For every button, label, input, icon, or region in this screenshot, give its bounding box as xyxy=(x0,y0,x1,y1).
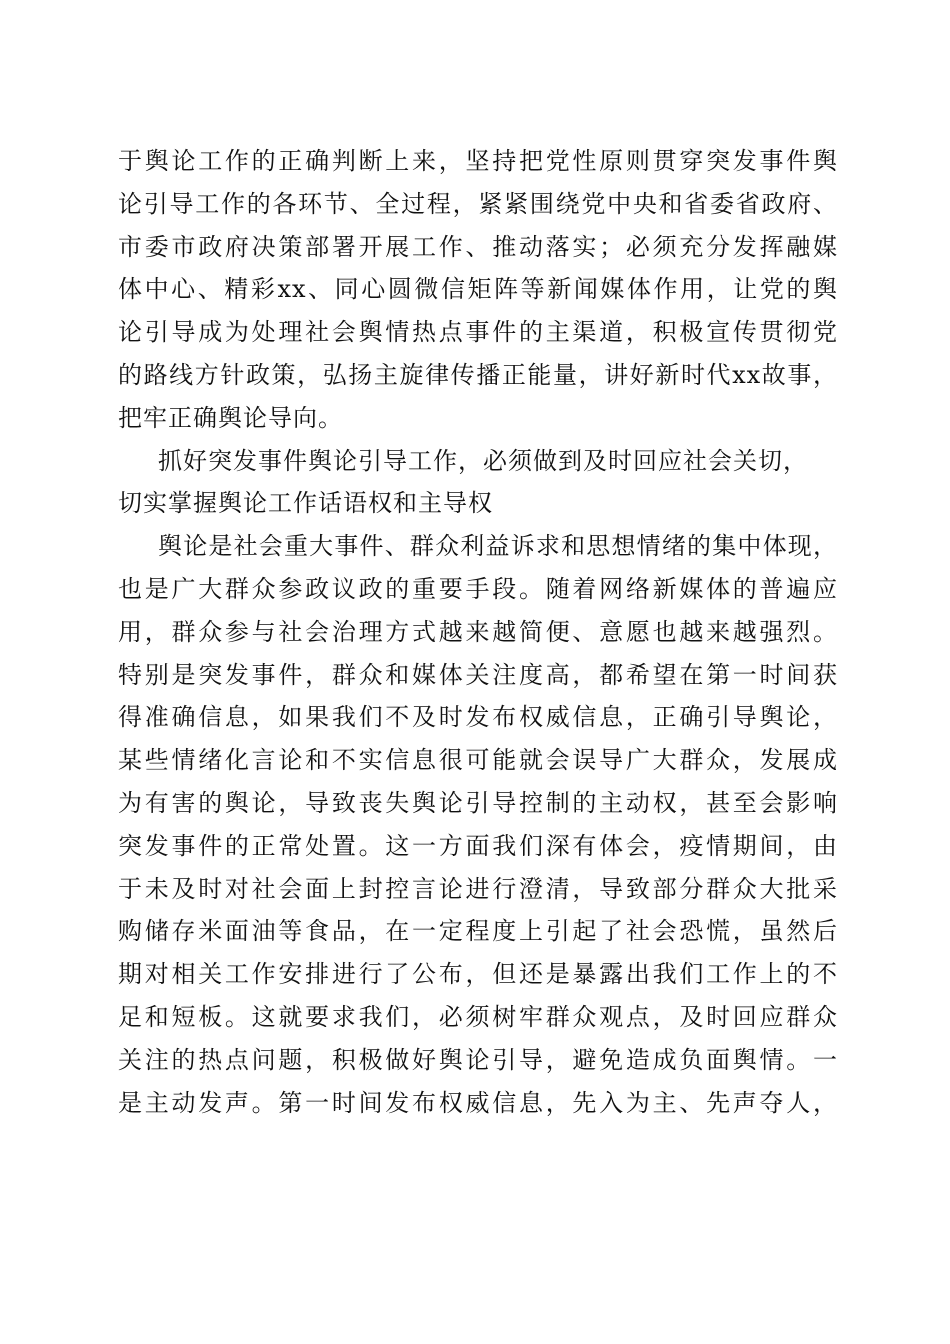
text-line: 抓好突发事件舆论引导工作，必须做到及时回应社会关切， xyxy=(158,446,808,475)
text-line: 是主动发声。第一时间发布权威信息，先入为主、先声夺人， xyxy=(118,1088,838,1117)
text-line: 市委市政府决策部署开展工作、推动落实；必须充分发挥融媒 xyxy=(118,232,838,261)
text-line: 为有害的舆论，导致丧失舆论引导控制的主动权，甚至会影响 xyxy=(118,788,838,817)
text-line: 足和短板。这就要求我们，必须树牢群众观点，及时回应群众 xyxy=(118,1002,838,1031)
text-line: 把牢正确舆论导向。 xyxy=(118,403,343,432)
text-line: 论引导成为处理社会舆情热点事件的主渠道，积极宣传贯彻党 xyxy=(118,318,838,347)
text-line: 特别是突发事件，群众和媒体关注度高，都希望在第一时间获 xyxy=(118,660,838,689)
text-line: 体中心、精彩xx、同心圆微信矩阵等新闻媒体作用，让党的舆 xyxy=(118,275,838,304)
text-line: 的路线方针政策，弘扬主旋律传播正能量，讲好新时代xx故事， xyxy=(118,360,838,389)
text-line: 舆论是社会重大事件、群众利益诉求和思想情绪的集中体现， xyxy=(158,532,838,561)
text-line: 于舆论工作的正确判断上来，坚持把党性原则贯穿突发事件舆 xyxy=(118,147,838,175)
text-line: 某些情绪化言论和不实信息很可能就会误导广大群众，发展成 xyxy=(118,746,838,775)
text-line: 也是广大群众参政议政的重要手段。随着网络新媒体的普遍应 xyxy=(118,574,838,603)
text-line: 切实掌握舆论工作话语权和主导权 xyxy=(118,489,493,518)
document-body xyxy=(118,140,838,1124)
text-line: 用，群众参与社会治理方式越来越简便、意愿也越来越强烈。 xyxy=(118,617,838,646)
text-line: 论引导工作的各环节、全过程，紧紧围绕党中央和省委省政府、 xyxy=(118,189,838,218)
text-line: 突发事件的正常处置。这一方面我们深有体会，疫情期间，由 xyxy=(118,831,838,860)
text-line: 得准确信息，如果我们不及时发布权威信息，正确引导舆论， xyxy=(118,703,838,732)
text-line: 购储存米面油等食品，在一定程度上引起了社会恐慌，虽然后 xyxy=(118,917,838,946)
text-line: 关注的热点问题，积极做好舆论引导，避免造成负面舆情。一 xyxy=(118,1045,838,1074)
text-line: 期对相关工作安排进行了公布，但还是暴露出我们工作上的不 xyxy=(118,960,838,989)
text-line: 于未及时对社会面上封控言论进行澄清，导致部分群众大批采 xyxy=(118,874,838,903)
